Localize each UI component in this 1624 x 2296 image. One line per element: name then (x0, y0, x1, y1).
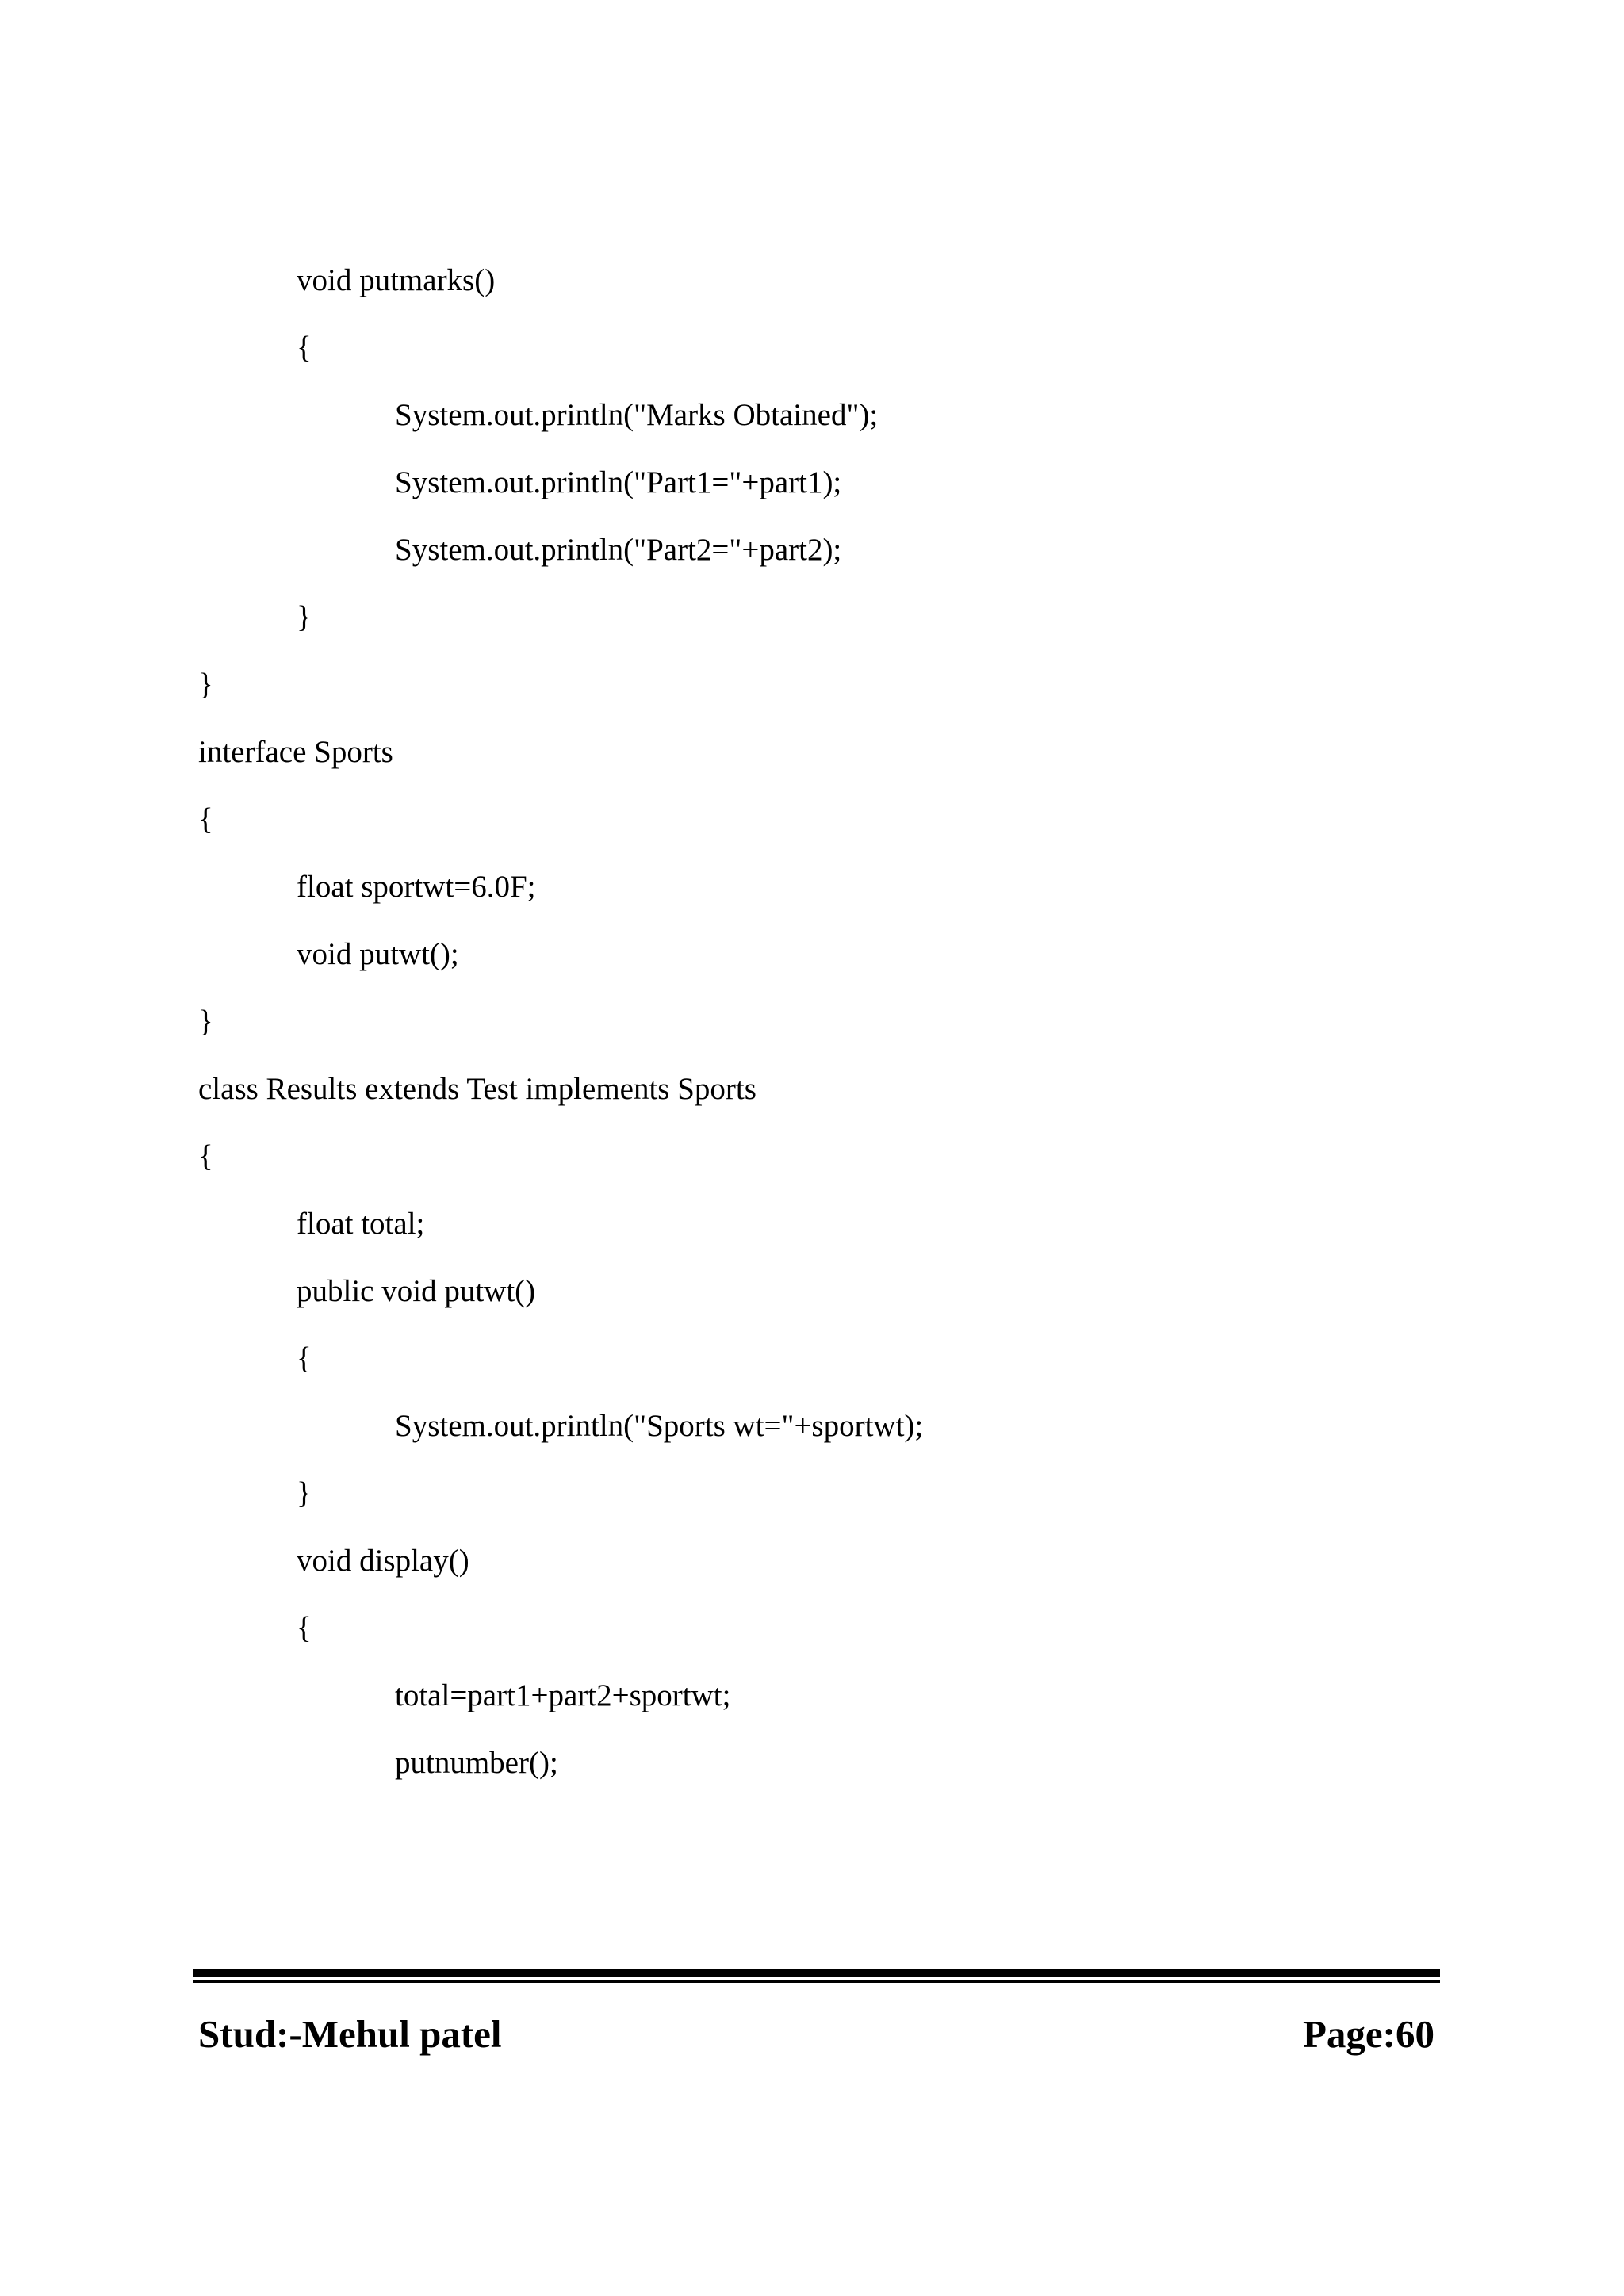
code-line: System.out.println("Part2="+part2); (395, 533, 842, 567)
code-line: System.out.println("Marks Obtained"); (395, 398, 879, 432)
code-line: public void putwt() (297, 1274, 536, 1308)
code-line: { (297, 1611, 312, 1645)
code-line: putnumber(); (395, 1746, 558, 1780)
code-line: } (297, 600, 312, 634)
footer-student-name: Stud:-Mehul patel (198, 2012, 502, 2056)
code-line: float sportwt=6.0F; (297, 870, 536, 904)
code-line: { (198, 802, 213, 836)
code-line: void putmarks() (297, 263, 496, 297)
footer-page-number: Page:60 (1303, 2012, 1434, 2056)
code-line: class Results extends Test implements Sports (198, 1072, 756, 1106)
code-line: } (297, 1476, 312, 1510)
code-line: total=part1+part2+sportwt; (395, 1678, 731, 1712)
code-line: interface Sports (198, 735, 393, 769)
code-line: float total; (297, 1207, 425, 1241)
footer-divider-thin (193, 1980, 1440, 1983)
code-line: void putwt(); (297, 937, 459, 971)
code-line: System.out.println("Sports wt="+sportwt); (395, 1409, 924, 1443)
code-line: { (297, 331, 312, 365)
code-line: System.out.println("Part1="+part1); (395, 465, 842, 499)
code-line: { (297, 1341, 312, 1376)
code-line: { (198, 1139, 213, 1173)
code-line: } (198, 1004, 213, 1039)
footer-divider-thick (193, 1969, 1440, 1977)
code-line: void display() (297, 1544, 469, 1578)
code-line: } (198, 668, 213, 702)
